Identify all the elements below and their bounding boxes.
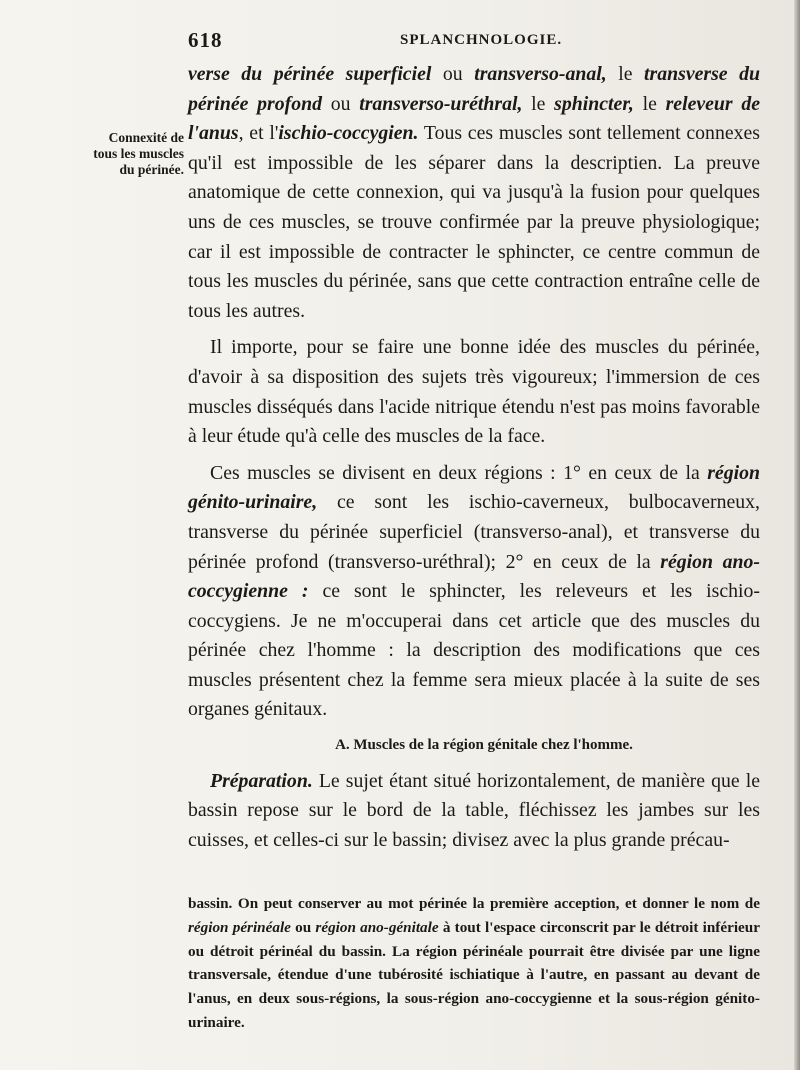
text-run: Ces muscles se divisent en deux régions : 1° en ceux de la [210,461,708,484]
text-run: le [606,63,645,85]
paragraph: Il importe, pour se faire une bonne idée des muscles du périnée, d'avoir à sa disposition des sujets très vigoureux; l'immersion de ces muscles disséqués dans l'acide nitrique étendu n'est pas moins favorable à leur étude qu'à celle des muscles de la face. [188,336,760,448]
page-number: 618 [188,28,223,52]
margin-note-line: du périnée. [119,162,184,177]
section-heading: A. Muscles de la région génitale chez l'homme. [335,737,633,754]
running-title: SPLANCHNOLOGIE. [400,32,563,48]
italic-term: région périnéale [188,918,291,936]
text-run: à tout l'espace circonscrit par le détroit inférieur ou détroit périnéal du bassin. La région périnéale pourrait être divisée par une ligne transversale, étendue d'une tubérosité ischiatique à l'autre, en passant au devant de l'anus, en deux sous-régions, la sous-région ano-coccygienne et la sous-région génito-urinaire. [188,918,760,1031]
italic-term: sphincter, [554,92,634,115]
margin-note-line: tous les muscles [93,146,184,161]
text-run: bassin. On peut conserver au mot périnée la première acception, et donner le nom de [188,895,760,912]
italic-term: ischio-coccygien. [278,122,419,145]
italic-term: transverso-anal, [474,63,607,85]
italic-term: verse du périnée superficiel [188,63,432,85]
page-edge-shadow [794,0,800,1070]
text-run: le [633,92,657,115]
italic-term: Préparation. [210,769,313,792]
text-run: ou [431,63,475,85]
main-text [188,60,760,855]
page-header [188,26,764,56]
footnote-text [188,892,760,1035]
italic-term: releveur de l'anus [188,92,760,145]
text-run: ou [290,918,316,936]
italic-term: transverse [644,63,728,85]
footnote [188,892,760,1035]
margin-note-line: Connexité de [108,130,184,145]
text-run: Le sujet étant situé horizontalement, de manière que le bassin repose sur le bord de la table, fléchissez les jambes sur les cuisses, et celles-ci sur le bassin; divisez avec la plus grande précau- [188,769,760,851]
text-run: le [522,92,555,115]
text-run: , et l' [238,122,279,145]
text-run: Tous ces muscles sont tellement connexes qu'il est impossible de les séparer dans la descriptien. La preuve anatomique de cette connexion, qui va jusqu'à la fusion pour quelques uns de ces muscles, se trouve confirmée par la preuve physiologique; car il est impossible de contracter le sphincter, ce centre commun de tous les muscles du périnée, sans que cette contraction entraîne celle de tous les autres. [188,122,760,322]
italic-term: du périnée profond [188,63,761,115]
text-run: ce sont les ischio-caverneux, bulbocaverneux, transverse du périnée superficiel (transverso-anal), et transverse du périnée profond (transverso-uréthral); 2° en ceux de la [188,491,760,573]
paragraph-continued [188,60,760,326]
italic-term: région ano-génitale [315,918,439,936]
italic-term: région génito-urinaire, [188,461,760,514]
paragraph [188,459,760,725]
paragraph [188,767,760,856]
text-run: ou [322,92,360,115]
margin-note [76,130,184,178]
italic-term: transverso-uréthral, [359,92,523,115]
italic-term: région ano-coccygienne : [188,550,761,603]
text-run: ce sont le sphincter, les releveurs et les ischio-coccygiens. Je ne m'occuperai dans cet article que des muscles du périnée chez l'homme : la description des modifications que ces muscles présentent chez la femme sera mieux placée à la suite de ses organes génitaux. [188,580,761,721]
